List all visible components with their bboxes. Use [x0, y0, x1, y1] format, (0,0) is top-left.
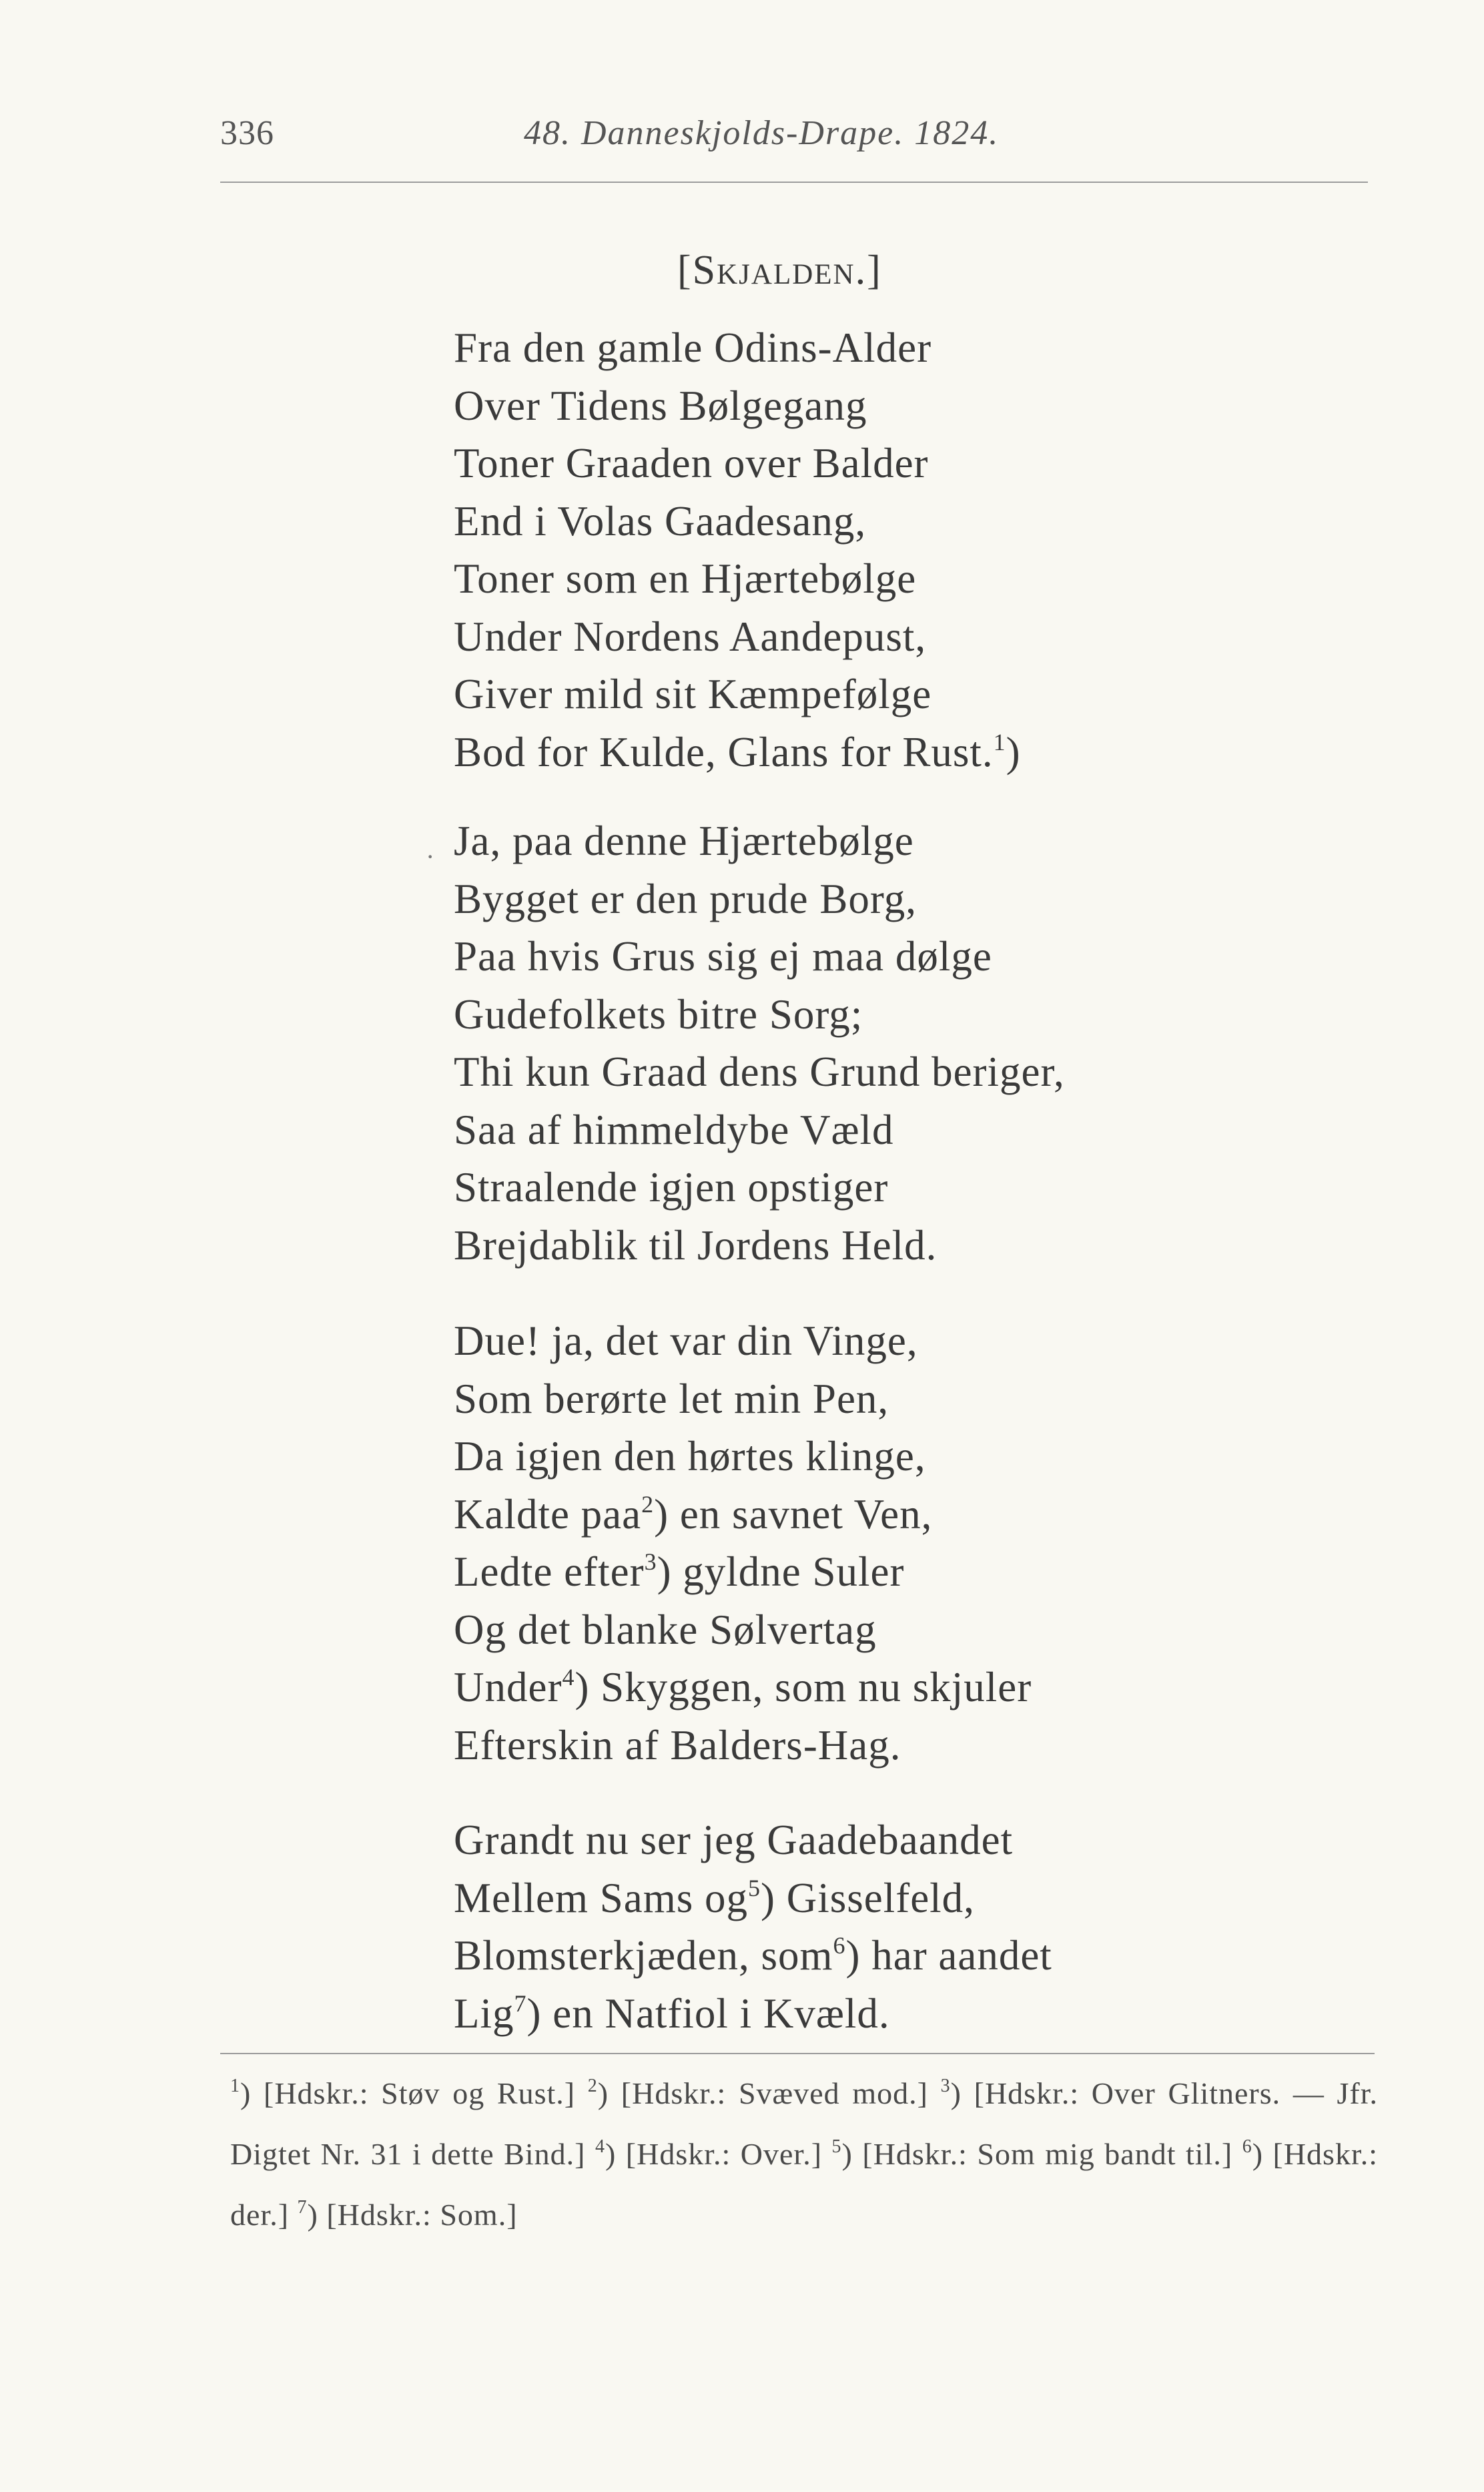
verse-text: ) en savnet Ven,: [654, 1490, 933, 1538]
footnote-ref: 6: [833, 1932, 846, 1959]
verse-line: Over Tidens Bølgegang: [454, 382, 867, 429]
verse-text: Bod for Kulde, Glans for Rust.: [454, 728, 994, 775]
footnote-number: 2: [587, 2076, 598, 2096]
footnote-number: 6: [1242, 2136, 1252, 2157]
verse-line: Due! ja, det var din Vinge,: [454, 1317, 918, 1364]
footnote-text: ) [Hdskr.: Støv og Rust.]: [240, 2076, 576, 2110]
stanza-mark: ·: [426, 842, 435, 872]
header-rule: [220, 182, 1368, 183]
stanza-3: [454, 1312, 1388, 1774]
verse-line: Grandt nu ser jeg Gaadebaandet: [454, 1817, 1014, 1863]
footnote-ref: 3: [644, 1548, 657, 1575]
verse-line: Fra den gamle Odins-Alder: [454, 324, 932, 371]
footnote-number: 1: [230, 2076, 240, 2096]
verse-text: Ledte efter: [454, 1548, 645, 1595]
verse-line: Thi kun Graad dens Grund beriger,: [454, 1048, 1065, 1095]
footnote-text: ) [Hdskr.: der.]: [230, 2137, 1379, 2232]
footnote-text: ) [Hdskr.: Svæved mod.]: [597, 2076, 928, 2110]
verse-text: ) gyldne Suler: [657, 1548, 905, 1595]
verse-line: Paa hvis Grus sig ej maa dølge: [454, 933, 992, 980]
footnote-text: ) [Hdskr.: Som.]: [307, 2198, 518, 2232]
footnote-number: 3: [940, 2076, 951, 2096]
verse-line: Som berørte let min Pen,: [454, 1375, 889, 1422]
footnote: [230, 2076, 575, 2110]
footnote-ref: 5: [747, 1874, 761, 1901]
verse-line: Toner Graaden over Balder: [454, 440, 929, 487]
footnote-text: ) [Hdskr.: Over.]: [605, 2137, 823, 2171]
verse-line: Bygget er den prude Borg,: [454, 875, 917, 922]
verse-line: [454, 1543, 1388, 1601]
verse-line: End i Volas Gaadesang,: [454, 497, 867, 545]
verse-text: ) har aandet: [845, 1932, 1052, 1979]
verse-line: [454, 1869, 1388, 1927]
footnote-text: ) [Hdskr.: Over Glitners. — Jfr. Digtet Nr. 31 i dette Bind.]: [230, 2076, 1378, 2171]
verse-text: Blomsterkjæden, som: [454, 1932, 833, 1979]
verse-line: Gudefolkets bitre Sorg;: [454, 990, 863, 1038]
verse-line: Under Nordens Aandepust,: [454, 613, 927, 660]
running-head: [220, 113, 1368, 167]
running-title: 48. Danneskjolds-Drape. 1824.: [524, 114, 1000, 152]
footnote-ref-close: ): [1006, 728, 1021, 775]
verse-line: Efterskin af Balders-Hag.: [454, 1721, 901, 1769]
speaker-heading: [Skjalden.]: [677, 248, 882, 293]
verse-text: Kaldte paa: [454, 1490, 642, 1538]
footnote-number: 7: [297, 2197, 308, 2218]
verse-line: Brejdablik til Jordens Held.: [454, 1221, 938, 1269]
verse-text: ) en Natfiol i Kvæld.: [526, 1989, 890, 2037]
verse-line: [454, 1927, 1388, 1985]
verse-line: Og det blanke Sølvertag: [454, 1606, 877, 1653]
verse-line: Da igjen den hørtes klinge,: [454, 1433, 926, 1480]
verse-text: ) Gisselfeld,: [760, 1874, 975, 1921]
verse-text: Lig: [454, 1989, 514, 2037]
page-number: 336: [220, 114, 274, 152]
footnote: [832, 2137, 1233, 2171]
verse-text: Mellem Sams og: [454, 1874, 748, 1921]
footnote-rule: [220, 2053, 1375, 2054]
verse-line: Toner som en Hjærtebølge: [454, 555, 917, 602]
verse-line: [454, 1985, 1388, 2043]
footnote: [298, 2198, 518, 2232]
verse-line: [454, 1658, 1388, 1717]
footnote-ref: 1: [993, 728, 1006, 755]
verse-line: [454, 723, 1388, 782]
stanza-2: [454, 812, 1388, 1274]
stanza-1: [454, 319, 1388, 781]
footnote-ref: 2: [641, 1490, 655, 1518]
verse-line: Straalende igjen opstiger: [454, 1164, 889, 1211]
footnotes: [230, 2066, 1378, 2248]
footnote: [588, 2076, 928, 2110]
footnote-number: 4: [595, 2136, 605, 2157]
footnote-text: ) [Hdskr.: Som mig bandt til.]: [841, 2137, 1233, 2171]
verse-text: ) Skyggen, som nu skjuler: [575, 1664, 1032, 1710]
verse-text: Under: [454, 1664, 563, 1710]
verse-line: Giver mild sit Kæmpefølge: [454, 671, 932, 717]
verse-line: [454, 1486, 1388, 1544]
verse-line: Ja, paa denne Hjærtebølge: [454, 818, 914, 864]
footnote-number: 5: [831, 2136, 842, 2157]
footnote-ref: 4: [562, 1664, 575, 1690]
verse-line: Saa af himmeldybe Væld: [454, 1106, 894, 1153]
footnote: [595, 2137, 822, 2171]
stanza-4: [454, 1811, 1388, 2042]
footnote-ref: 7: [514, 1989, 527, 2017]
